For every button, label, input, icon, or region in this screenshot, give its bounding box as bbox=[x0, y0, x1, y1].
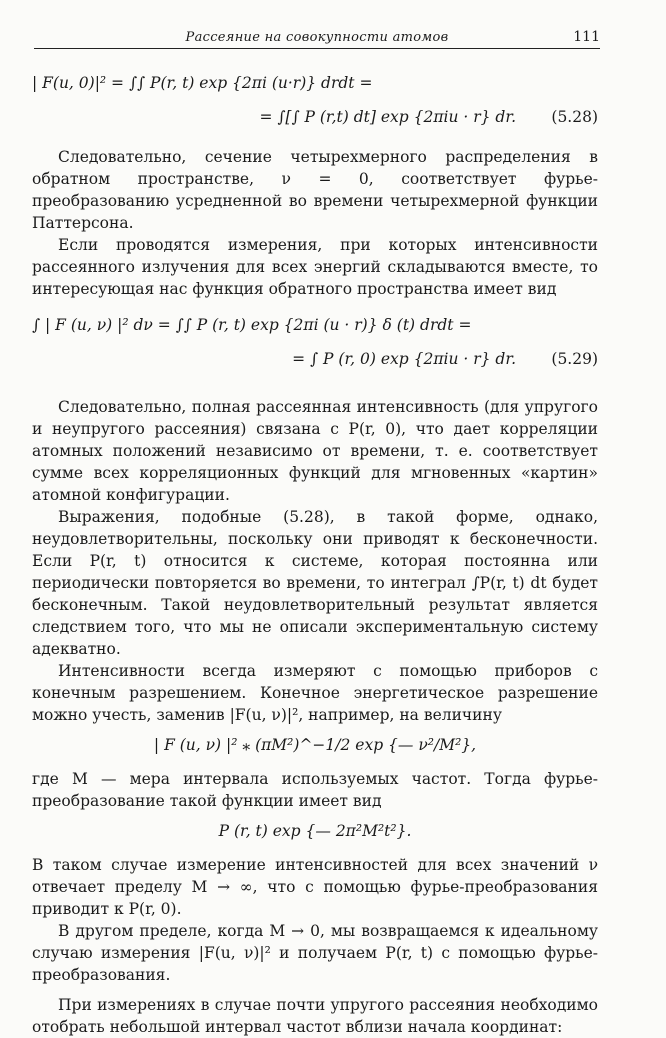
equation-5-28-line-2 bbox=[32, 106, 598, 132]
equation-5-29-expression: = ∫ P (r, 0) exp {2πiu · r} dr. bbox=[292, 350, 516, 368]
paragraph-6: где M — мера интервала используемых частот. Тогда фурье-преобразование такой функции имеет вид bbox=[32, 770, 598, 810]
equation-5-28-expression: = ∫[∫ P (r,t) dt] exp {2πiu · r} dr. bbox=[259, 108, 516, 126]
equation-5-29-line-2 bbox=[32, 348, 598, 374]
paragraph-5: Интенсивности всегда измеряют с помощью приборов с конечным разрешением. Конечное энергетическое разрешение можно учесть, заменив |F(u, ν)|², например, на величину bbox=[32, 662, 598, 724]
equation-5-29-line-1: ∫ | F (u, ν) |² dν = ∫∫ P (r, t) exp {2πi (u · r)} δ (t) drdt = bbox=[32, 316, 472, 334]
running-title: Рассеяние на совокупности атомов bbox=[185, 30, 449, 45]
paragraph-7: В таком случае измерение интенсивностей для всех значений ν отвечает пределу M → ∞, что с помощью фурье-преобразования приводит к P(r, 0). bbox=[32, 856, 598, 918]
paragraph-8: В другом пределе, когда M → 0, мы возвращаемся к идеальному случаю измерения |F(u, ν)|² и получаем P(r, t) с помощью фурье-преобразования. bbox=[32, 922, 598, 984]
paragraph-2: Если проводятся измерения, при которых интенсивности рассеянного излучения для всех энергий складываются вместе, то интересующая нас функция обратного пространства имеет вид bbox=[32, 236, 598, 298]
page-header bbox=[34, 24, 600, 49]
paragraph-4: Выражения, подобные (5.28), в такой форме, однако, неудовлетворительны, поскольку они приводят к бесконечности. Если P(r, t) относится к системе, которая постоянна или периодически повторяется во времени, то интеграл ∫P(r, t) dt будет бесконечным. Такой неудовлетворительный результат является следствием того, что мы не описали экспериментальную систему адекватно. bbox=[32, 508, 598, 658]
equation-convolution: | F (u, ν) |² ⁎ (πM²)^−1/2 exp {— ν²/M²}, bbox=[153, 736, 477, 754]
page-body bbox=[32, 72, 598, 1038]
equation-fourier-transform: P (r, t) exp {— 2π²M²t²}. bbox=[218, 822, 412, 840]
paragraph-3: Следовательно, полная рассеянная интенсивность (для упругого и неупругого рассеяния) связана с P(r, 0), что дает корреляции атомных положений независимо от времени, т. е. соответствует сумме всех корреляционных функций для мгновенных «картин» атомной конфигурации. bbox=[32, 398, 598, 504]
paragraph-9: При измерениях в случае почти упругого рассеяния необходимо отобрать небольшой интервал частот вблизи начала координат: bbox=[32, 996, 598, 1036]
equation-5-28-line-1: | F(u, 0)|² = ∫∫ P(r, t) exp {2πi (u·r)} drdt = bbox=[32, 74, 373, 92]
equation-number-5-28: (5.28) bbox=[551, 108, 598, 126]
paragraph-1: Следовательно, сечение четырехмерного распределения в обратном пространстве, ν = 0, соответствует фурье-преобразованию усредненной во времени четырехмерной функции Паттерсона. bbox=[32, 148, 598, 232]
equation-number-5-29: (5.29) bbox=[551, 350, 598, 368]
page-number: 111 bbox=[573, 29, 600, 45]
